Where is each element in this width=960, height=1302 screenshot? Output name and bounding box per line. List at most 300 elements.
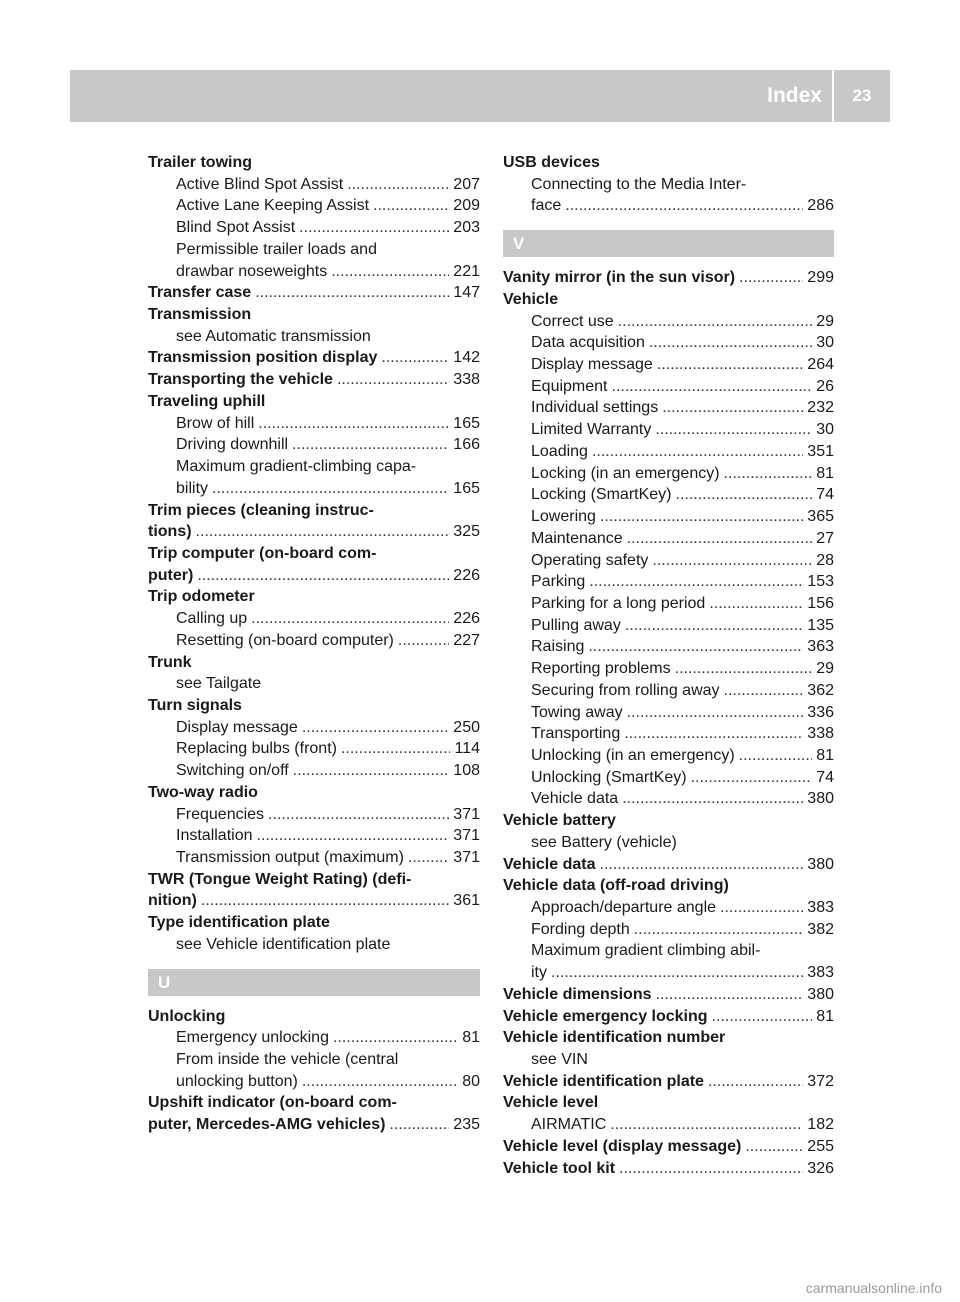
- entry-text: Vanity mirror (in the sun visor): [503, 269, 736, 287]
- entry-page-number: 232: [807, 399, 834, 417]
- entry-text: see Vehicle identification plate: [176, 935, 391, 953]
- index-subentry: [148, 239, 480, 261]
- index-subentry: [148, 673, 480, 695]
- entry-text: nition): [148, 892, 197, 910]
- dot-leader: [724, 680, 804, 702]
- dot-leader: [712, 1006, 813, 1028]
- entry-text: Trip odometer: [148, 588, 255, 606]
- entry-text: Vehicle data (off-road driving): [503, 877, 729, 895]
- dot-leader: [739, 267, 803, 289]
- index-subentry: [148, 326, 480, 348]
- index-subentry: [503, 593, 834, 615]
- index-entry-heading: [503, 1006, 834, 1028]
- entry-text: Equipment: [531, 377, 608, 395]
- entry-page-number: 153: [807, 573, 834, 591]
- entry-text: ity: [531, 964, 547, 982]
- index-subentry: [503, 419, 834, 441]
- entry-page-number: 29: [816, 312, 834, 330]
- index-subentry: [503, 484, 834, 506]
- index-entry-heading: [148, 782, 480, 804]
- dot-leader: [619, 1158, 803, 1180]
- index-entry-heading: [503, 810, 834, 832]
- entry-text: From inside the vehicle (central: [176, 1051, 399, 1069]
- section-letter-heading: V: [503, 230, 834, 257]
- entry-text: Vehicle level: [503, 1094, 599, 1112]
- entry-page-number: 226: [453, 610, 480, 628]
- entry-text: Trip computer (on-board com-: [148, 544, 377, 562]
- index-subentry: [148, 934, 480, 956]
- entry-page-number: 235: [453, 1116, 480, 1134]
- entry-page-number: 325: [453, 523, 480, 541]
- entry-text: Parking for a long period: [531, 594, 706, 612]
- entry-text: puter): [148, 566, 194, 584]
- entry-page-number: 74: [816, 768, 834, 786]
- dot-leader: [197, 565, 449, 587]
- entry-text: Data acquisition: [531, 334, 645, 352]
- entry-text: Vehicle dimensions: [503, 985, 652, 1003]
- dot-leader: [255, 282, 449, 304]
- entry-page-number: 81: [816, 746, 834, 764]
- entry-text: Active Blind Spot Assist: [176, 175, 344, 193]
- entry-page-number: 382: [807, 920, 834, 938]
- index-entry-heading: [503, 1136, 834, 1158]
- entry-page-number: 81: [462, 1029, 480, 1047]
- index-subentry: [148, 174, 480, 196]
- index-entry-heading: [148, 890, 480, 912]
- entry-text: Frequencies: [176, 805, 265, 823]
- entry-text: tions): [148, 523, 192, 541]
- index-subentry: [503, 788, 834, 810]
- dot-leader: [201, 890, 449, 912]
- entry-text: Vehicle data: [531, 790, 619, 808]
- entry-text: Connecting to the Media Inter-: [531, 175, 747, 193]
- entry-page-number: 221: [453, 262, 480, 280]
- dot-leader: [196, 521, 450, 543]
- entry-text: Vehicle: [503, 290, 559, 308]
- dot-leader: [292, 434, 449, 456]
- entry-text: Unlocking (in an emergency): [531, 746, 735, 764]
- index-subentry: [148, 261, 480, 283]
- index-subentry: [148, 195, 480, 217]
- entry-text: Pulling away: [531, 616, 621, 634]
- entry-text: Fording depth: [531, 920, 630, 938]
- index-subentry: [148, 760, 480, 782]
- entry-text: see Battery (vehicle): [531, 833, 677, 851]
- index-subentry: [503, 940, 834, 962]
- index-subentry: [503, 571, 834, 593]
- entry-page-number: 250: [453, 718, 480, 736]
- entry-text: face: [531, 197, 562, 215]
- dot-leader: [268, 804, 449, 826]
- entry-text: Individual settings: [531, 399, 659, 417]
- entry-text: Traveling uphill: [148, 392, 266, 410]
- dot-leader: [331, 261, 449, 283]
- entry-text: Driving downhill: [176, 436, 289, 454]
- dot-leader: [745, 1136, 803, 1158]
- entry-page-number: 226: [453, 566, 480, 584]
- entry-page-number: 363: [807, 638, 834, 656]
- dot-leader: [408, 847, 449, 869]
- index-subentry: [503, 832, 834, 854]
- entry-text: see Automatic transmission: [176, 327, 371, 345]
- entry-text: Trim pieces (cleaning instruc-: [148, 501, 374, 519]
- entry-text: Brow of hill: [176, 414, 255, 432]
- dot-leader: [257, 825, 450, 847]
- dot-leader: [724, 463, 813, 485]
- entry-page-number: 207: [453, 175, 480, 193]
- entry-page-number: 380: [807, 985, 834, 1003]
- entry-text: Resetting (on-board computer): [176, 631, 394, 649]
- dot-leader: [634, 919, 804, 941]
- entry-page-number: 362: [807, 681, 834, 699]
- page-number: 23: [852, 86, 872, 105]
- entry-text: AIRMATIC: [531, 1116, 607, 1134]
- entry-text: see Tailgate: [176, 675, 262, 693]
- index-entry-heading: [148, 521, 480, 543]
- index-entry-heading: [503, 267, 834, 289]
- dot-leader: [293, 760, 450, 782]
- index-subentry: [503, 441, 834, 463]
- entry-text: Transmission output (maximum): [176, 849, 404, 866]
- entry-page-number: 371: [453, 805, 480, 823]
- entry-page-number: 338: [453, 371, 480, 389]
- entry-text: Switching on/off: [176, 762, 289, 780]
- index-entry-heading: [148, 1114, 480, 1136]
- index-subentry: [503, 506, 834, 528]
- index-entry-heading: [148, 1092, 480, 1114]
- index-subentry: [503, 528, 834, 550]
- dot-leader: [676, 484, 813, 506]
- entry-text: Permissible trailer loads and: [176, 240, 377, 258]
- entry-text: USB devices: [503, 154, 600, 171]
- dot-leader: [612, 376, 813, 398]
- dot-leader: [627, 528, 813, 550]
- entry-page-number: 30: [816, 334, 834, 352]
- index-subentry: [503, 174, 834, 196]
- entry-text: TWR (Tongue Weight Rating) (defi-: [148, 870, 412, 888]
- dot-leader: [675, 658, 813, 680]
- entry-page-number: 165: [453, 414, 480, 432]
- entry-page-number: 166: [453, 436, 480, 454]
- dot-leader: [589, 571, 803, 593]
- entry-text: see VIN: [531, 1051, 588, 1069]
- entry-text: Securing from rolling away: [531, 681, 720, 699]
- index-subentry: [503, 332, 834, 354]
- index-entry-heading: [148, 500, 480, 522]
- index-subentry: [148, 1049, 480, 1071]
- entry-text: Transmission: [148, 306, 252, 324]
- index-subentry: [148, 630, 480, 652]
- index-subentry: [503, 658, 834, 680]
- index-entry-heading: [148, 1006, 480, 1028]
- dot-leader: [720, 897, 803, 919]
- entry-text: Transmission position display: [148, 349, 378, 367]
- dot-leader: [656, 984, 804, 1006]
- entry-text: Vehicle identification number: [503, 1029, 726, 1047]
- index-subentry: [148, 847, 480, 869]
- entry-page-number: 209: [453, 197, 480, 215]
- entry-text: Transfer case: [148, 284, 252, 302]
- entry-text: Unlocking (SmartKey): [531, 768, 687, 786]
- entry-text: Reporting problems: [531, 660, 671, 678]
- entry-text: Upshift indicator (on-board com-: [148, 1094, 397, 1112]
- entry-page-number: 380: [807, 855, 834, 873]
- entry-page-number: 255: [807, 1137, 834, 1155]
- entry-page-number: 80: [462, 1072, 480, 1090]
- index-subentry: [148, 1027, 480, 1049]
- entry-text: Vehicle tool kit: [503, 1159, 616, 1177]
- entry-text: Turn signals: [148, 696, 242, 714]
- index-entry-heading: [503, 289, 834, 311]
- dot-leader: [212, 478, 449, 500]
- index-entry-heading: [148, 304, 480, 326]
- index-subentry: [503, 311, 834, 333]
- index-subentry: [148, 217, 480, 239]
- index-subentry: [503, 919, 834, 941]
- dot-leader: [691, 767, 813, 789]
- index-subentry: [503, 397, 834, 419]
- entry-page-number: 108: [453, 762, 480, 780]
- dot-leader: [373, 195, 449, 217]
- entry-page-number: 203: [453, 219, 480, 237]
- entry-text: Installation: [176, 827, 253, 845]
- index-subentry: [503, 550, 834, 572]
- index-entry-heading: [148, 695, 480, 717]
- entry-page-number: 182: [807, 1116, 834, 1134]
- dot-leader: [652, 550, 812, 572]
- dot-leader: [337, 369, 449, 391]
- index-subentry: [148, 1071, 480, 1093]
- entry-text: Display message: [531, 356, 653, 374]
- entry-text: unlocking button): [176, 1072, 298, 1090]
- page-header: [70, 70, 890, 122]
- entry-page-number: 365: [807, 508, 834, 526]
- index-entry-heading: [148, 912, 480, 934]
- dot-leader: [739, 745, 813, 767]
- entry-page-number: 299: [807, 269, 834, 287]
- index-entry-heading: [148, 869, 480, 891]
- index-entry-heading: [503, 1071, 834, 1093]
- index-subentry: [503, 702, 834, 724]
- dot-leader: [708, 1071, 803, 1093]
- index-entry-heading: [148, 586, 480, 608]
- index-subentry: [148, 804, 480, 826]
- index-entry-heading: [503, 984, 834, 1006]
- entry-text: Vehicle identification plate: [503, 1072, 704, 1090]
- entry-text: Correct use: [531, 312, 614, 330]
- entry-page-number: 264: [807, 356, 834, 374]
- index-entry-heading: [148, 282, 480, 304]
- index-entry-heading: [148, 391, 480, 413]
- dot-leader: [341, 738, 451, 760]
- entry-text: Emergency unlocking: [176, 1029, 329, 1047]
- entry-text: Maintenance: [531, 529, 623, 547]
- index-subentry: [148, 825, 480, 847]
- dot-leader: [618, 311, 813, 333]
- index-column-right: [503, 152, 834, 1179]
- dot-leader: [592, 441, 803, 463]
- index-subentry: [148, 608, 480, 630]
- dot-leader: [299, 217, 449, 239]
- dot-leader: [600, 854, 804, 876]
- dot-leader: [302, 717, 449, 739]
- entry-page-number: 383: [807, 964, 834, 982]
- index-subentry: [148, 478, 480, 500]
- index-subentry: [503, 636, 834, 658]
- watermark: carmanualsonline.info: [805, 1280, 942, 1296]
- section-letter-heading: U: [148, 969, 480, 996]
- entry-text: Vehicle data: [503, 855, 596, 873]
- dot-leader: [610, 1114, 803, 1136]
- entry-page-number: 81: [816, 464, 834, 482]
- entry-page-number: 135: [807, 616, 834, 634]
- dot-leader: [622, 788, 803, 810]
- entry-page-number: 26: [816, 377, 834, 395]
- index-entry-heading: [148, 152, 480, 174]
- section-title: Index: [767, 84, 822, 107]
- entry-page-number: 29: [816, 660, 834, 678]
- entry-page-number: 147: [453, 284, 480, 302]
- index-entry-heading: [503, 854, 834, 876]
- index-subentry: [503, 1114, 834, 1136]
- index-subentry: [503, 463, 834, 485]
- entry-page-number: 165: [453, 479, 480, 497]
- dot-leader: [333, 1027, 458, 1049]
- entry-text: Trailer towing: [148, 154, 253, 171]
- entry-text: Transporting: [531, 725, 621, 743]
- entry-page-number: 380: [807, 790, 834, 808]
- entry-text: Vehicle level (display message): [503, 1137, 742, 1155]
- entry-text: Maximum gradient climbing abil-: [531, 942, 761, 960]
- entry-page-number: 114: [454, 740, 480, 758]
- index-entry-heading: [148, 565, 480, 587]
- entry-text: Towing away: [531, 703, 623, 721]
- dot-leader: [709, 593, 803, 615]
- entry-text: Maximum gradient-climbing capa-: [176, 458, 417, 476]
- entry-text: Blind Spot Assist: [176, 219, 296, 237]
- index-entry-heading: [148, 347, 480, 369]
- entry-page-number: 371: [453, 849, 480, 866]
- index-subentry: [503, 680, 834, 702]
- index-subentry: [148, 738, 480, 760]
- index-subentry: [148, 413, 480, 435]
- entry-page-number: 326: [807, 1159, 834, 1177]
- entry-text: Calling up: [176, 610, 248, 628]
- entry-page-number: 338: [807, 725, 834, 743]
- entry-text: Operating safety: [531, 551, 649, 569]
- index-subentry: [503, 767, 834, 789]
- entry-page-number: 30: [816, 421, 834, 439]
- index-subentry: [148, 434, 480, 456]
- dot-leader: [258, 413, 449, 435]
- entry-page-number: 372: [807, 1072, 834, 1090]
- entry-text: Vehicle battery: [503, 812, 616, 830]
- entry-text: Loading: [531, 442, 588, 460]
- dot-leader: [600, 506, 803, 528]
- index-subentry: [503, 723, 834, 745]
- index-subentry: [503, 376, 834, 398]
- index-entry-heading: [148, 369, 480, 391]
- index-subentry: [503, 897, 834, 919]
- entry-page-number: 27: [816, 529, 834, 547]
- index-entry-heading: [503, 1027, 834, 1049]
- dot-leader: [655, 419, 812, 441]
- entry-text: bility: [176, 479, 209, 497]
- dot-leader: [251, 608, 449, 630]
- entry-text: puter, Mercedes-AMG vehicles): [148, 1116, 386, 1134]
- entry-page-number: 81: [816, 1007, 834, 1025]
- entry-page-number: 351: [807, 442, 834, 460]
- entry-page-number: 361: [453, 892, 480, 910]
- entry-text: Vehicle emergency locking: [503, 1007, 708, 1025]
- index-subentry: [503, 1049, 834, 1071]
- entry-text: Transporting the vehicle: [148, 371, 333, 389]
- dot-leader: [565, 195, 803, 217]
- dot-leader: [649, 332, 812, 354]
- dot-leader: [588, 636, 803, 658]
- index-subentry: [148, 717, 480, 739]
- dot-leader: [347, 174, 449, 196]
- index-subentry: [503, 615, 834, 637]
- index-subentry: [503, 354, 834, 376]
- index-subentry: [148, 456, 480, 478]
- index-entry-heading: [503, 875, 834, 897]
- entry-text: drawbar noseweights: [176, 262, 328, 280]
- index-entry-heading: [148, 652, 480, 674]
- entry-text: Unlocking: [148, 1007, 226, 1025]
- entry-text: Locking (SmartKey): [531, 486, 672, 504]
- entry-text: Active Lane Keeping Assist: [176, 197, 370, 215]
- dot-leader: [625, 615, 803, 637]
- dot-leader: [302, 1071, 458, 1093]
- index-entry-heading: [148, 543, 480, 565]
- dot-leader: [398, 630, 449, 652]
- entry-text: Lowering: [531, 508, 596, 526]
- index-subentry: [503, 962, 834, 984]
- entry-text: Replacing bulbs (front): [176, 740, 337, 758]
- index-column-left: [148, 152, 480, 1136]
- index-entry-heading: [503, 1092, 834, 1114]
- index-subentry: [503, 195, 834, 217]
- entry-page-number: 371: [453, 827, 480, 845]
- entry-text: Trunk: [148, 653, 192, 671]
- dot-leader: [389, 1114, 449, 1136]
- index-subentry: [503, 745, 834, 767]
- dot-leader: [627, 702, 804, 724]
- index-entry-heading: [503, 152, 834, 174]
- entry-text: Two-way radio: [148, 783, 258, 801]
- entry-text: Limited Warranty: [531, 421, 652, 439]
- entry-text: Type identification plate: [148, 914, 330, 932]
- entry-text: Parking: [531, 573, 586, 591]
- entry-text: Approach/departure angle: [531, 899, 717, 916]
- entry-page-number: 156: [807, 594, 834, 612]
- entry-page-number: 28: [816, 551, 834, 569]
- index-entry-heading: [503, 1158, 834, 1180]
- dot-leader: [381, 347, 449, 369]
- entry-text: Raising: [531, 638, 585, 656]
- dot-leader: [624, 723, 803, 745]
- entry-page-number: 74: [816, 486, 834, 504]
- dot-leader: [662, 397, 803, 419]
- dot-leader: [657, 354, 803, 376]
- entry-page-number: 336: [807, 703, 834, 721]
- dot-leader: [551, 962, 803, 984]
- entry-page-number: 227: [453, 631, 480, 649]
- entry-text: Display message: [176, 718, 298, 736]
- entry-text: Locking (in an emergency): [531, 464, 720, 482]
- entry-page-number: 142: [453, 349, 480, 367]
